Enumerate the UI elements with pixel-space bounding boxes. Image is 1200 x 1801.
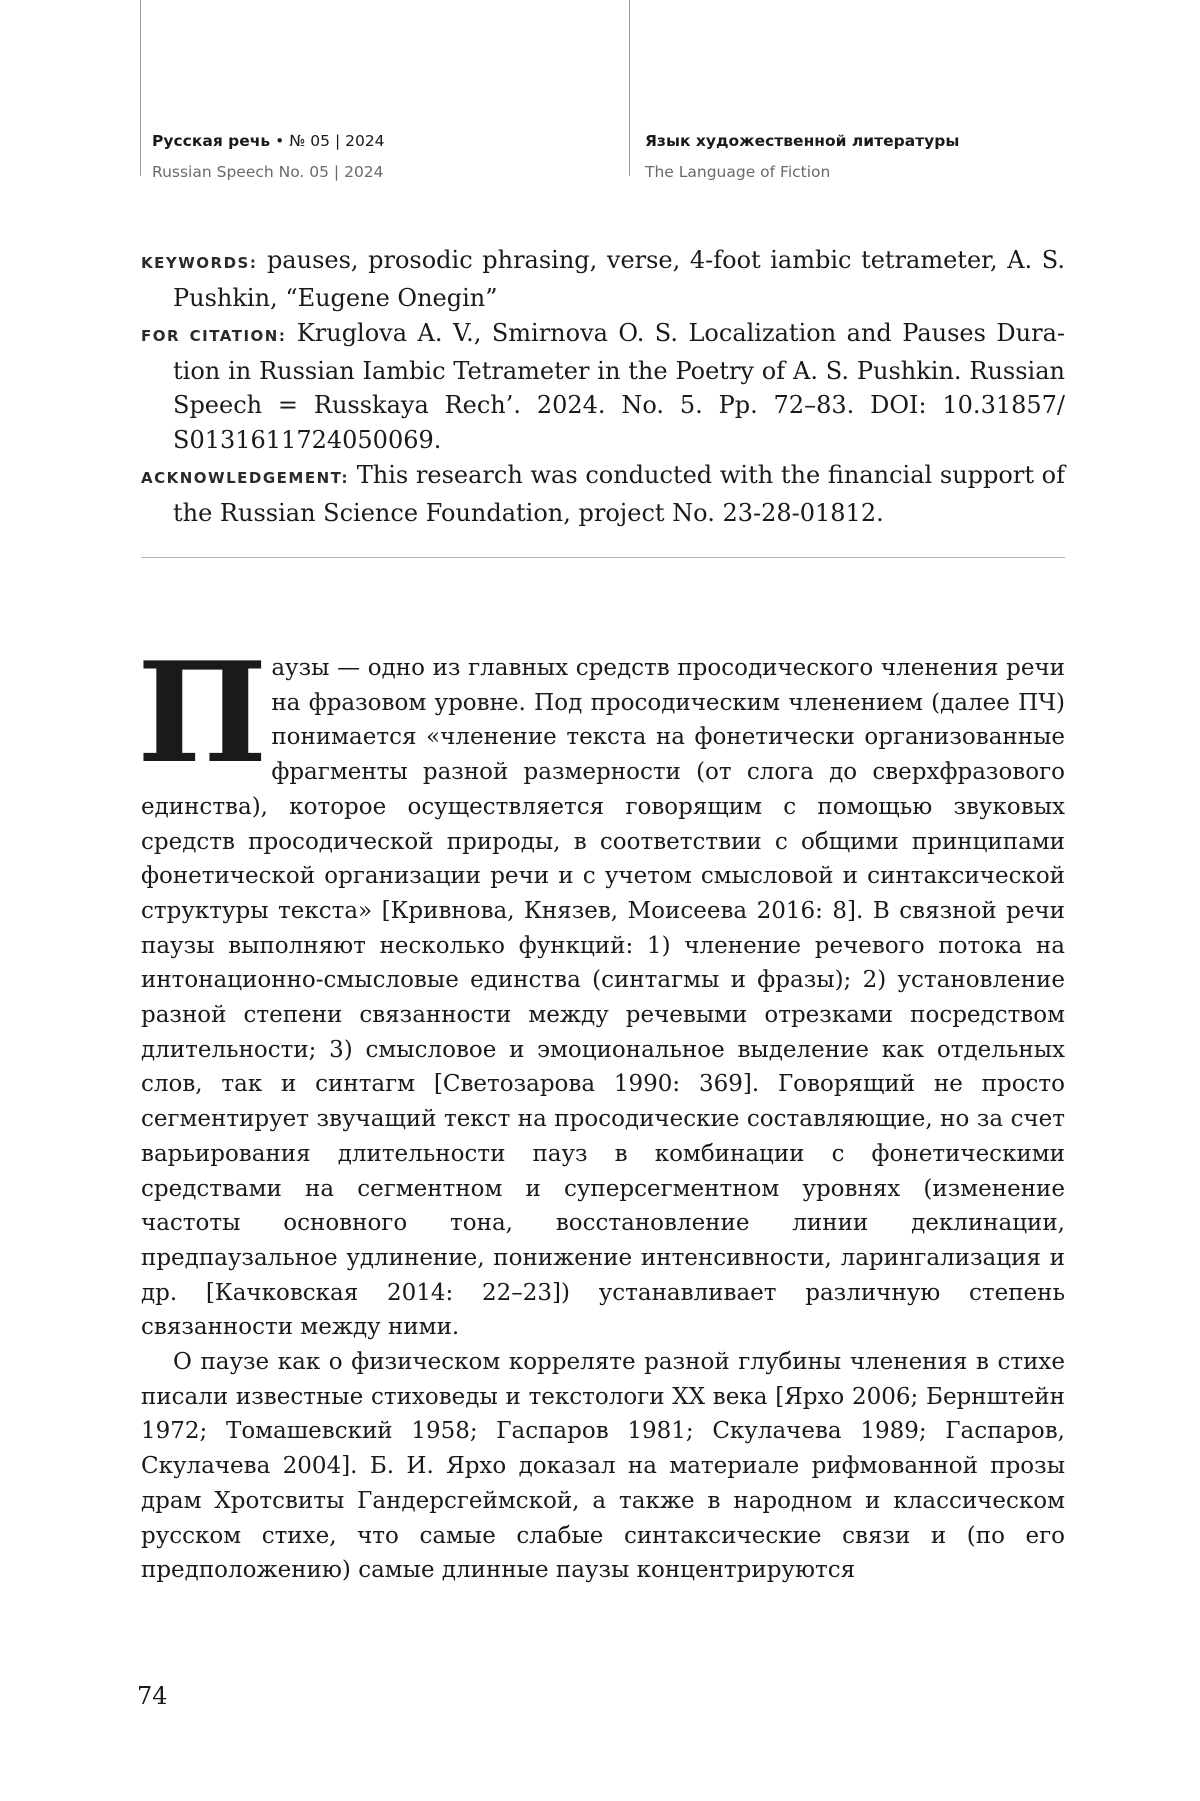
- keywords-label: KEYWORDS:: [141, 254, 258, 272]
- article-body: [137, 631, 1065, 1588]
- acknowledgement: [141, 458, 1065, 530]
- acknowledgement-text: This research was conducted with the financial support of the Russian Science Foundation, project No. 23-28-01812.: [173, 461, 1065, 527]
- acknowledgement-label: ACKNOWLEDGEMENT:: [141, 469, 350, 487]
- header-divider-left: [140, 0, 141, 176]
- body-paragraph-1: [137, 631, 1065, 1345]
- journal-issue: № 05 | 2024: [289, 132, 385, 150]
- keywords-text: pauses, prosodic phrasing, verse, 4-foot iambic tetrameter, A. S. Pushkin, “Eugene Onegin”: [173, 246, 1065, 312]
- section-divider: [141, 557, 1065, 558]
- keywords: [141, 243, 1065, 315]
- running-head-section: [645, 126, 959, 188]
- citation-label: FOR CITATION:: [141, 327, 287, 345]
- running-head-journal-ru: [152, 126, 385, 157]
- header-divider-right: [629, 0, 630, 176]
- citation: [141, 316, 1065, 457]
- body-paragraph-2: О паузе как о физическом корреляте разной глубины членения в стихе писали известные стиховеды и текстологи XX века [Ярхо 2006; Бернштейн 1972; Томашевский 1958; Гаспаров 1981; Скулачева 1989; Гаспаров, Скулачева 2004]. Б. И. Ярхо доказал на материале рифмованной прозы драм Хротсвиты Гандерсгеймской, а также в народном и классическом русском стихе, что самые слабые синтаксические связи и (по его предположению) самые длинные паузы концентрируются: [141, 1349, 1065, 1584]
- running-head-journal-en: Russian Speech No. 05 | 2024: [152, 163, 384, 181]
- article-metadata: [141, 243, 1065, 530]
- running-head-journal: [152, 126, 385, 188]
- section-title-ru: Язык художественной литературы: [645, 132, 960, 150]
- drop-cap: П: [137, 631, 268, 794]
- citation-text: Kruglova A. V., Smirnova O. S. Localization and Pauses Duration in Russian Iambic Tetrameter in the Poetry of A. S. Pushkin. Russian Speech = Russkaya Rech’. 2024. No. 5. Pp. 72–83. DOI: 10.31857/​S0131611724050069.: [173, 319, 1065, 454]
- section-title-en: The Language of Fiction: [645, 163, 831, 181]
- page-number: 74: [137, 1682, 168, 1710]
- body-paragraph-1-text: аузы — одно из главных средств просодического членения речи на фразовом уровне. Под просодическим членением (далее ПЧ) понимается «членение текста на фонетически организованные фрагменты разной размерности (от слога до сверхфразового единства), которое осуществляется говорящим с помощью звуковых средств просодической природы, в соответствии с общими принципами фонетической организации речи и с учетом смысловой и синтаксической структуры текста» [Кривнова, Князев, Моисеева 2016: 8]. В связной речи паузы выполняют несколько функций: 1) членение речевого потока на интонационно-смысловые единства (синтагмы и фразы); 2) установление разной степени связанности между речевыми отрезками посредством длительности; 3) смысловое и эмоциональное выделение как отдельных слов, так и синтагм [Светозарова 1990: 369]. Говорящий не просто сегментирует звучащий текст на просодические составляющие, но за счет варьирования длительности пауз в комбинации с фонетическими средствами на сегментном и суперсегментном уровнях (изменение частоты основного тона, восстановление линии деклинации, предпаузальное удлинение, понижение интенсивности, ларингализация и др. [Качковская 2014: 22–23]) устанавливает различную степень связанности между ними.: [141, 655, 1065, 1341]
- journal-title: Русская речь: [152, 132, 271, 150]
- journal-bullet: •: [275, 132, 285, 150]
